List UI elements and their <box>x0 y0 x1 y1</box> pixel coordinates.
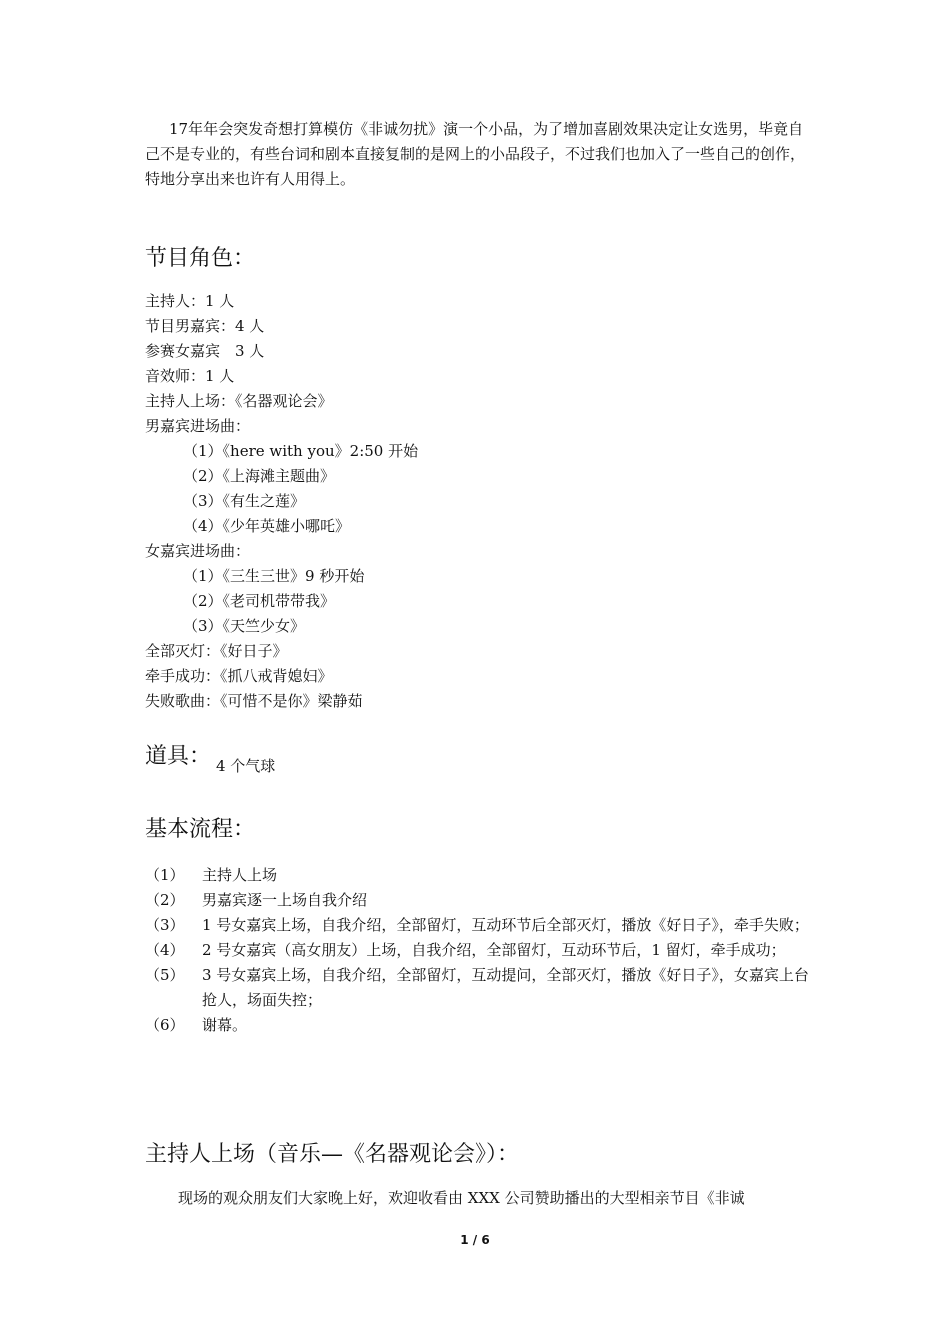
flow-step-number: （4） <box>145 941 185 959</box>
flow-list <box>145 863 810 1038</box>
host-entrance-heading: 主持人上场（音乐—《名器观论会》）： <box>145 1142 520 1167</box>
flow-heading: 基本流程： <box>145 817 256 842</box>
flow-step-text: 3 号女嘉宾上场，自我介绍，全部留灯，互动提问，全部灭灯，播放《好日子》，女嘉宾上台抢人，场面失控； <box>202 966 809 1009</box>
flow-step <box>145 913 810 938</box>
female-song-2: （2）《老司机带带我》 <box>183 592 336 610</box>
male-song-1: （1）《here with you》2:50 开始 <box>183 442 419 460</box>
role-host: 主持人：1 人 <box>145 292 235 310</box>
roles-heading: 节目角色： <box>145 246 256 271</box>
role-male-guests: 节目男嘉宾：4 人 <box>145 317 265 335</box>
host-entrance-music: 主持人上场：《名器观论会》 <box>145 392 333 410</box>
female-song-1: （1）《三生三世》9 秒开始 <box>183 567 365 585</box>
flow-step-number: （2） <box>145 891 185 909</box>
flow-step-text: 1 号女嘉宾上场，自我介绍，全部留灯，互动环节后全部灭灯，播放《好日子》，牵手失败； <box>202 916 809 934</box>
male-song-2: （2）《上海滩主题曲》 <box>183 467 336 485</box>
flow-step-number: （3） <box>145 916 185 934</box>
fail-music: 失败歌曲：《可惜不是你》梁静茹 <box>145 692 363 710</box>
props-value: 4 个气球 <box>216 757 276 775</box>
flow-step-number: （6） <box>145 1016 185 1034</box>
flow-step <box>145 888 810 913</box>
intro-paragraph: 17年年会突发奇想打算模仿《非诚勿扰》演一个小品，为了增加喜剧效果决定让女选男，毕竟自己不是专业的，有些台词和剧本直接复制的是网上的小品段子，不过我们也加入了一些自己的创作，特地分享出来也许有人用得上。 <box>145 120 806 188</box>
props-heading: 道具： <box>145 744 212 769</box>
female-song-3: （3）《天竺少女》 <box>183 617 306 635</box>
male-song-4: （4）《少年英雄小哪吒》 <box>183 517 351 535</box>
flow-step <box>145 938 810 963</box>
flow-step-number: （5） <box>145 966 185 984</box>
flow-step-text: 主持人上场 <box>202 866 278 884</box>
flow-step-text: 男嘉宾逐一上场自我介绍 <box>202 891 368 909</box>
flow-step-number: （1） <box>145 866 185 884</box>
role-female-guests: 参赛女嘉宾 3 人 <box>145 342 265 360</box>
all-lights-off-music: 全部灭灯：《好日子》 <box>145 642 288 660</box>
male-entrance-heading: 男嘉宾进场曲： <box>145 417 251 435</box>
flow-step-text: 谢幕。 <box>202 1016 248 1034</box>
flow-step <box>145 863 810 888</box>
role-sound-engineer: 音效师：1 人 <box>145 367 235 385</box>
roles-list <box>145 289 418 714</box>
male-song-3: （3）《有生之莲》 <box>183 492 306 510</box>
flow-step-text: 2 号女嘉宾（高女朋友）上场，自我介绍，全部留灯，互动环节后，1 留灯，牵手成功； <box>202 941 786 959</box>
flow-step <box>145 963 810 1013</box>
flow-step <box>145 1013 810 1038</box>
match-success-music: 牵手成功：《抓八戒背媳妇》 <box>145 667 333 685</box>
female-entrance-heading: 女嘉宾进场曲： <box>145 542 251 560</box>
page-number: 1 / 6 <box>460 1233 490 1247</box>
host-opening-paragraph: 现场的观众朋友们大家晚上好，欢迎收看由 XXX 公司赞助播出的大型相亲节目《非诚 <box>178 1189 745 1207</box>
